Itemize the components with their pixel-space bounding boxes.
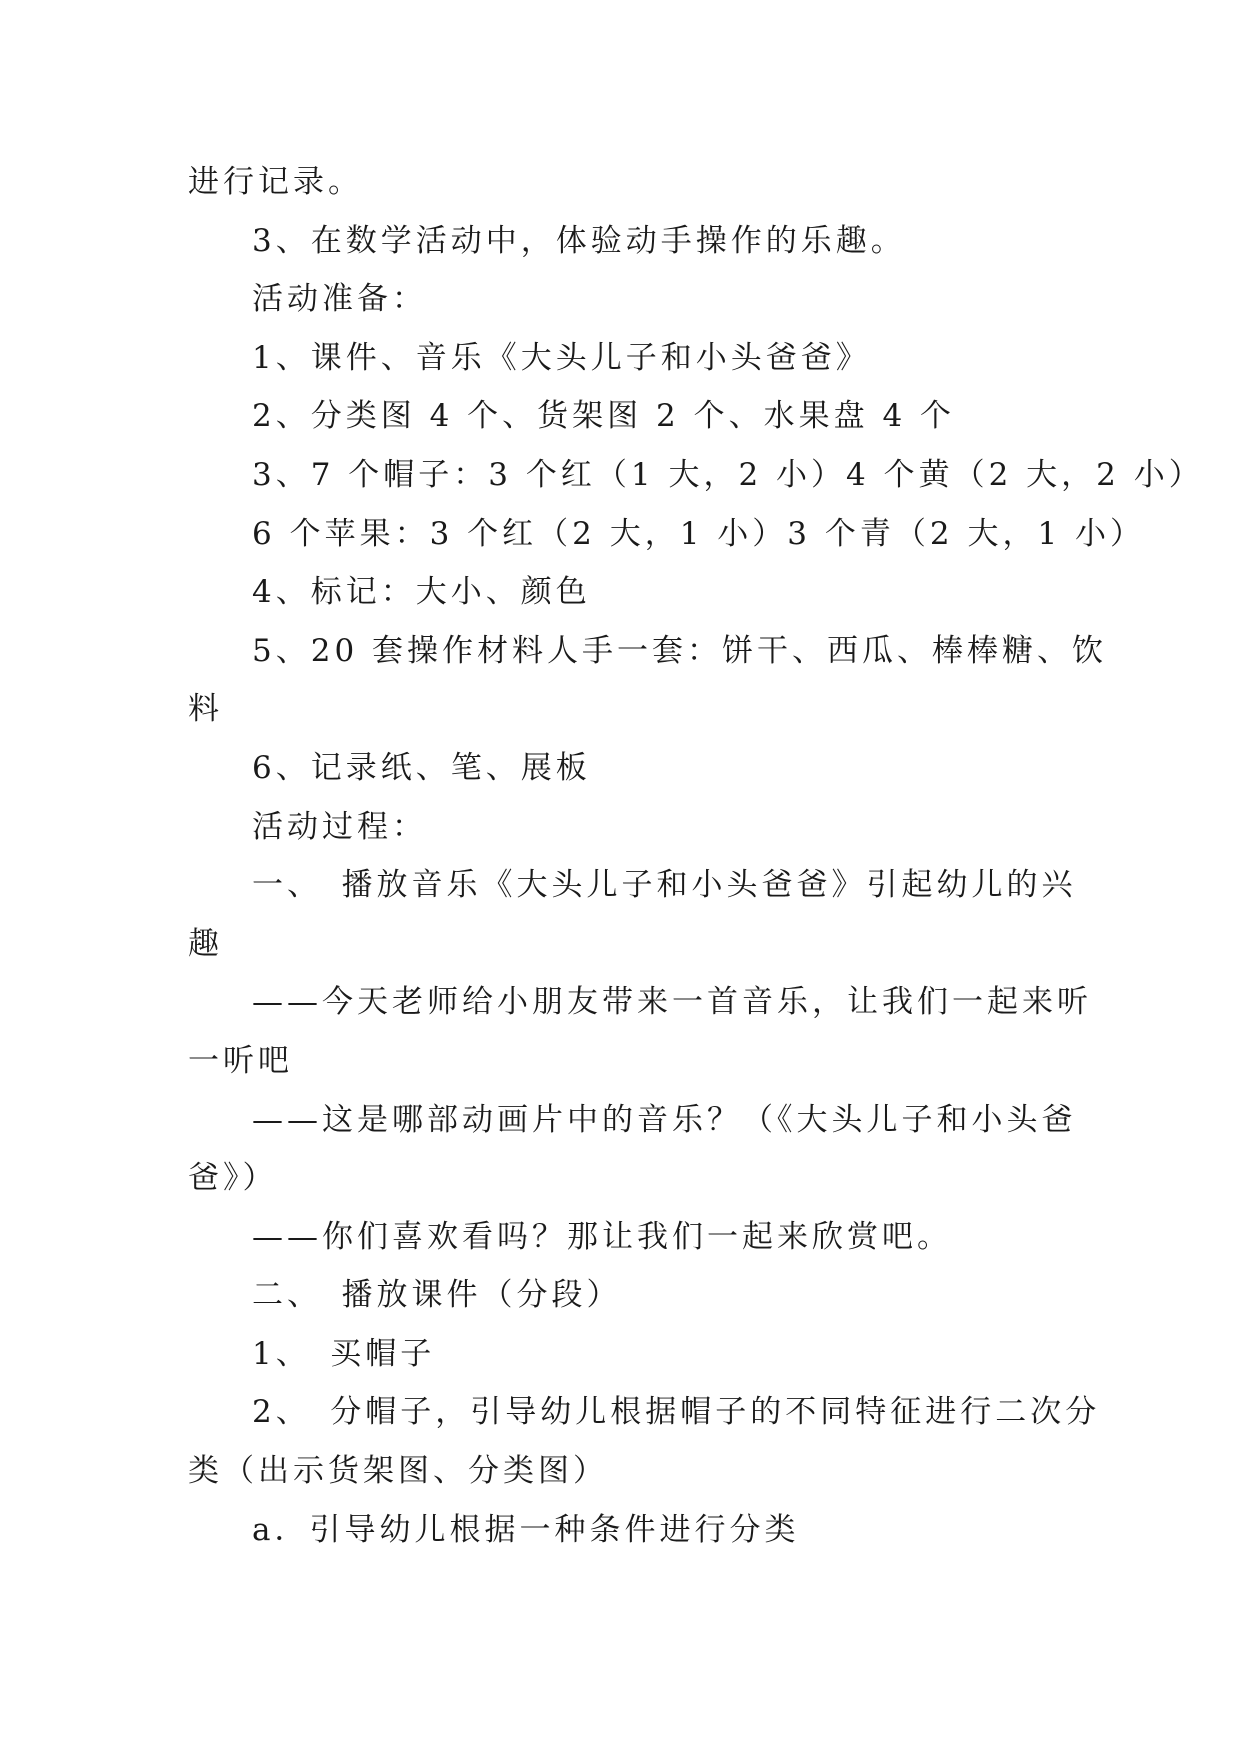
text-line: ——这是哪部动画片中的音乐？（《大头儿子和小头爸	[252, 1101, 1077, 1138]
text-line: 进行记录。	[188, 164, 363, 200]
text-line: 6 个苹果：3 个红（2 大，1 小）3 个青（2 大，1 小）	[252, 515, 1146, 552]
text-line: 料	[188, 691, 223, 728]
text-line: 一、 播放音乐《大头儿子和小头爸爸》引起幼儿的兴	[252, 867, 1077, 904]
text-line: 6、记录纸、笔、展板	[252, 749, 591, 786]
text-line: 3、在数学活动中，体验动手操作的乐趣。	[252, 222, 906, 259]
text-line: ——你们喜欢看吗？那让我们一起来欣赏吧。	[252, 1218, 952, 1255]
text-line: 一听吧	[188, 1042, 293, 1079]
text-line: 4、标记：大小、颜色	[252, 574, 591, 611]
text-line: 活动准备：	[252, 281, 427, 318]
text-line: 趣	[188, 925, 223, 962]
text-line: 活动过程：	[252, 808, 427, 845]
text-line: 2、 分帽子，引导幼儿根据帽子的不同特征进行二次分	[252, 1394, 1101, 1431]
text-line: 3、7 个帽子：3 个红（1 大，2 小）4 个黄（2 大，2 小）	[252, 456, 1204, 493]
text-line: 1、 买帽子	[252, 1335, 436, 1372]
text-line: ——今天老师给小朋友带来一首音乐，让我们一起来听	[252, 984, 1092, 1021]
text-line: 2、分类图 4 个、货架图 2 个、水果盘 4 个	[252, 398, 956, 435]
text-line: 爸》）	[188, 1160, 278, 1197]
document-body	[188, 153, 1204, 1559]
text-line: 二、 播放课件（分段）	[252, 1277, 622, 1314]
text-line: a．引导幼儿根据一种条件进行分类	[252, 1511, 800, 1548]
text-line: 1、课件、音乐《大头儿子和小头爸爸》	[252, 339, 871, 376]
text-line: 类（出示货架图、分类图）	[188, 1453, 608, 1490]
text-line: 5、20 套操作材料人手一套：饼干、西瓜、棒棒糖、饮	[252, 632, 1108, 669]
